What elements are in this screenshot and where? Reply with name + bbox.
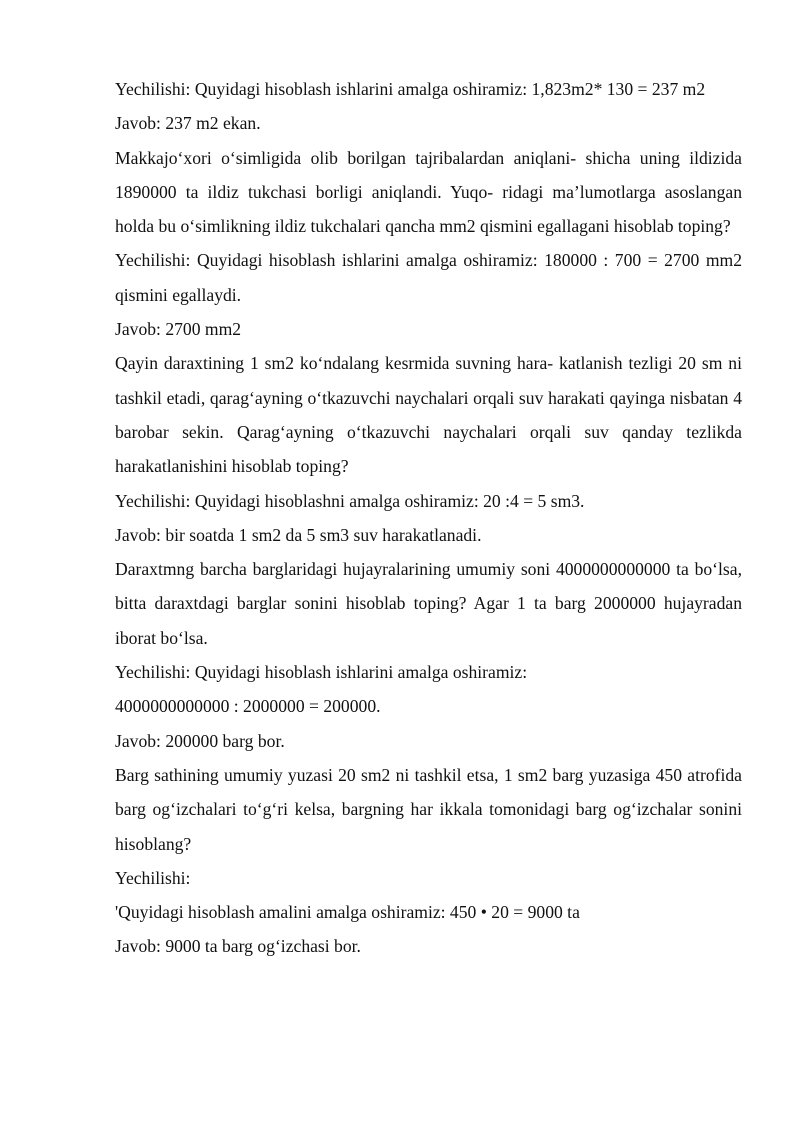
paragraph-solution-3: Yechilishi: Quyidagi hisoblashni amalga oshiramiz: 20 :4 = 5 sm3. <box>115 490 585 511</box>
paragraph-answer-2: Javob: 2700 mm2 <box>115 319 242 340</box>
paragraph-answer-5: Javob: 9000 ta barg og‘izchasi bor. <box>115 936 361 957</box>
paragraph-problem-5: Barg sathining umumiy yuzasi 20 sm2 ni tashkil etsa, 1 sm2 barg yuzasiga 450 atrofida barg og‘izchalari to‘g‘ri kelsa, bargning har ikkala tomonidagi barg og‘izchalar sonini hisoblang? <box>115 764 742 854</box>
paragraph-answer-3: Javob: bir soatda 1 sm2 da 5 sm3 suv harakatlanadi. <box>115 524 482 545</box>
paragraph-solution-label-5: Yechilishi: <box>115 867 191 888</box>
paragraph-answer-1: Javob: 237 m2 ekan. <box>115 113 261 134</box>
paragraph-problem-4: Daraxtmng barcha barglaridagi hujayralarining umumiy soni 4000000000000 ta bo‘lsa, bitta daraxtdagi barglar sonini hisoblab toping? Agar 1 ta barg 2000000 hujayradan iborat bo‘lsa. <box>115 559 742 648</box>
paragraph-solution-1: Yechilishi: Quyidagi hisoblash ishlarini amalga oshiramiz: 1,823m2* 130 = 237 m2 <box>115 79 706 99</box>
paragraph-solution-2: Yechilishi: Quyidagi hisoblash ishlarini amalga oshiramiz: 180000 : 700 = 2700 mm2 qismini egallaydi. <box>115 250 742 305</box>
paragraph-solution-5: 'Quyidagi hisoblash amalini amalga oshiramiz: 450 • 20 = 9000 ta <box>115 902 580 923</box>
paragraph-problem-2: Makkajo‘xori o‘simligida olib borilgan tajribalardan aniqlani- shicha uning ildizida 1890000 ta ildiz tukchasi borligi aniqlandi. Yuqo- ridagi ma’lumotlarga asoslangan holda bu o‘simlikning ildiz tukchalari qancha mm2 qismini egallagani hisoblab toping? <box>115 147 742 237</box>
paragraph-calculation-4: 4000000000000 : 2000000 = 200000. <box>115 696 381 717</box>
paragraph-answer-4: Javob: 200000 barg bor. <box>115 730 285 751</box>
paragraph-problem-3: Qayin daraxtining 1 sm2 ko‘ndalang kesrmida suvning hara- katlanish tezligi 20 sm ni tashkil etadi, qarag‘ayning o‘tkazuvchi naychalari orqali suv harakati qayinga nisbatan 4 barobar sekin. Qarag‘ayning o‘tkazuvchi naychalari orqali suv qanday tezlikda harakatlanishini hisoblab toping? <box>115 353 742 477</box>
document-page <box>115 72 742 964</box>
paragraph-solution-4: Yechilishi: Quyidagi hisoblash ishlarini amalga oshiramiz: <box>115 662 528 683</box>
